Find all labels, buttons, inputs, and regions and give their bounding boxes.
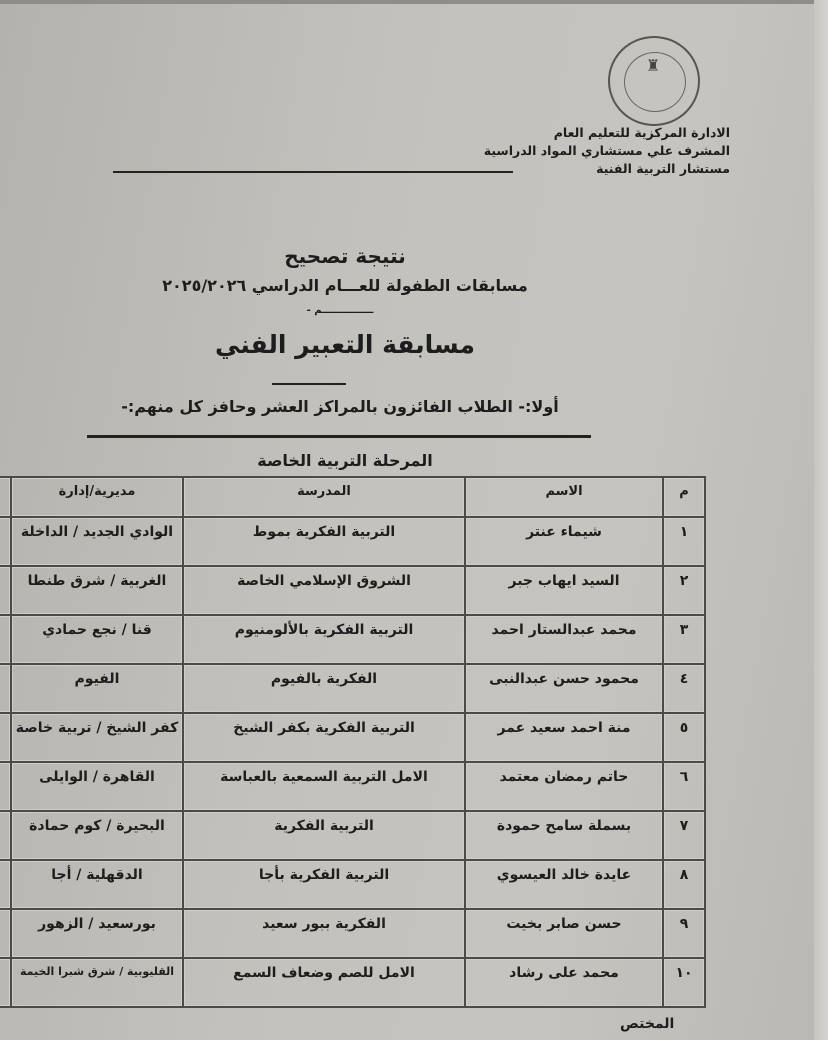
col-header-number: م [663, 477, 705, 517]
cell-number: ٧ [663, 811, 705, 860]
cell-cutoff [0, 664, 11, 713]
table-header-row [0, 477, 705, 517]
cell-cutoff [0, 566, 11, 615]
cell-directorate: الغربية / شرق طنطا [11, 566, 183, 615]
cell-name: حاتم رمضان معتمد [465, 762, 663, 811]
cell-number: ١ [663, 517, 705, 566]
cell-cutoff [0, 517, 11, 566]
cell-name: السيد ايهاب جبر [465, 566, 663, 615]
table-row [0, 860, 705, 909]
letterhead-divider [113, 171, 513, 173]
cell-school: التربية الفكرية بموط [183, 517, 465, 566]
letterhead [484, 124, 730, 178]
cell-cutoff [0, 615, 11, 664]
section-heading: أولا:- الطلاب الفائزون بالمراكز العشر وحافز كل منهم:- [121, 397, 559, 416]
letterhead-line-3: مستشار التربية الفنية [596, 161, 730, 176]
dash-line: ـــــــــــــــم - [306, 305, 374, 316]
cell-name: محمد على رشاد [465, 958, 663, 1007]
cell-school: التربية الفكرية بأجا [183, 860, 465, 909]
cell-school: الامل للصم وضعاف السمع [183, 958, 465, 1007]
cell-number: ٣ [663, 615, 705, 664]
cell-cutoff [0, 762, 11, 811]
cell-cutoff [0, 860, 11, 909]
page-right-edge [814, 0, 828, 1040]
col-header-directorate: مديرية/إدارة [11, 477, 183, 517]
cell-school: الفكرية ببور سعيد [183, 909, 465, 958]
winners-table [0, 476, 706, 1008]
cell-name: حسن صابر بخيت [465, 909, 663, 958]
cell-school: التربية الفكرية بالألومنيوم [183, 615, 465, 664]
cell-number: ٦ [663, 762, 705, 811]
table-row [0, 958, 705, 1007]
competition-title: مسابقة التعبير الفني [215, 330, 475, 359]
cell-directorate: القاهرة / الوايلى [11, 762, 183, 811]
cell-directorate: قنا / نجع حمادي [11, 615, 183, 664]
table-row [0, 517, 705, 566]
eagle-emblem-icon: ♜ [646, 56, 661, 75]
col-header-name: الاسم [465, 477, 663, 517]
table-row [0, 909, 705, 958]
cell-number: ١٠ [663, 958, 705, 1007]
cell-cutoff [0, 811, 11, 860]
table-row [0, 664, 705, 713]
cell-school: الشروق الإسلامي الخاصة [183, 566, 465, 615]
cell-school: الفكرية بالفيوم [183, 664, 465, 713]
table-row [0, 811, 705, 860]
cell-cutoff [0, 713, 11, 762]
letterhead-line-1: الادارة المركزية للتعليم العام [553, 125, 730, 140]
title-underline [272, 383, 346, 385]
cell-name: شيماء عنتر [465, 517, 663, 566]
col-header-school: المدرسة [183, 477, 465, 517]
cell-cutoff [0, 909, 11, 958]
page-top-edge [0, 0, 828, 4]
cell-directorate: القليوبية / شرق شبرا الخيمة [11, 958, 183, 1007]
table-row [0, 713, 705, 762]
cell-number: ٥ [663, 713, 705, 762]
doc-title: نتيجة تصحيح [284, 244, 406, 268]
col-header-cutoff [0, 477, 11, 517]
section-divider [87, 435, 591, 438]
cell-cutoff [0, 958, 11, 1007]
cell-directorate: الدقهلية / أجا [11, 860, 183, 909]
cell-name: منة احمد سعيد عمر [465, 713, 663, 762]
cell-number: ٨ [663, 860, 705, 909]
doc-subtitle: مسابقات الطفولة للعـــام الدراسي ٢٠٢٥/٢٠٢٦ [162, 276, 528, 295]
table-row [0, 566, 705, 615]
cell-directorate: الوادي الجديد / الداخلة [11, 517, 183, 566]
cell-school: الامل التربية السمعية بالعباسة [183, 762, 465, 811]
cell-name: بسملة سامح حمودة [465, 811, 663, 860]
cell-number: ٢ [663, 566, 705, 615]
cell-name: محمود حسن عبدالنبى [465, 664, 663, 713]
table-row [0, 762, 705, 811]
letterhead-line-2: المشرف علي مستشاري المواد الدراسية [483, 143, 730, 158]
cell-school: التربية الفكرية بكفر الشيخ [183, 713, 465, 762]
cell-number: ٤ [663, 664, 705, 713]
cell-name: محمد عبدالستار احمد [465, 615, 663, 664]
table-row [0, 615, 705, 664]
cell-school: التربية الفكرية [183, 811, 465, 860]
signature-label: المختص [620, 1016, 675, 1032]
stage-heading: المرحلة التربية الخاصة [257, 451, 433, 470]
cell-directorate: الفيوم [11, 664, 183, 713]
cell-name: عايدة خالد العيسوي [465, 860, 663, 909]
cell-number: ٩ [663, 909, 705, 958]
cell-directorate: البحيرة / كوم حمادة [11, 811, 183, 860]
cell-directorate: بورسعيد / الزهور [11, 909, 183, 958]
ministry-seal-logo [608, 36, 700, 126]
cell-directorate: كفر الشيخ / تربية خاصة [11, 713, 183, 762]
